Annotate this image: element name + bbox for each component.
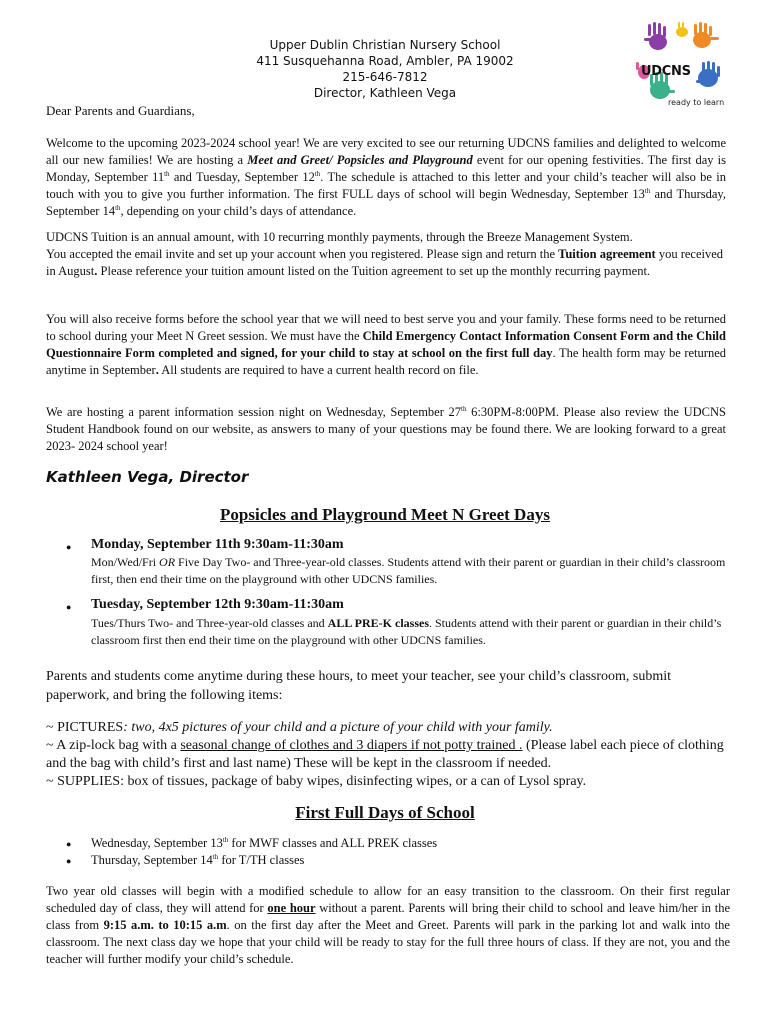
yellow-hand [676,22,688,37]
tuition-paragraph: UDCNS Tuition is an annual amount, with 10 recurring monthly payments, through the Breeze Management System. You accepted the email invite and set up your account when you registered. Please sign and return the Tuition agreement you received in August. Please reference your tuition amount listed on the Tuition agreement to set up the monthly recurring payment. [46,230,724,278]
section-title-meet-greet: Popsicles and Playground Meet N Greet Days [220,505,550,524]
items-intro: Parents and students come anytime during these hours, to meet your teacher, see your child’s classroom, submit paperwork, and bring the following items: [46,669,672,703]
section-title-first-full-days: First Full Days of School [295,803,475,822]
orange-hand [693,22,719,48]
logo-tagline: ready to learn [668,98,725,107]
logo-text: UDCNS [641,64,691,79]
welcome-paragraph: Welcome to the upcoming 2023-2024 school year! We are very excited to see our returning UDCNS families and delighted to welcome all our new families! We are hosting a Meet and Greet/ Popsicles and Playground event for our opening festivities. The first day is Monday, September 11th and Tuesday, September 12th. The schedule is attached to this letter and your child’s teacher will also be in touch with you to give you further information. The first FULL days of school will begin Wednesday, September 13th and Thursday, September 14th, depending on your child’s days of attendance. [46,136,726,218]
monday-description: Mon/Wed/Fri OR Five Day Two- and Three-year-old classes. Students attend with their parent or guardian in their child’s classroom first, then end their time on the playground with other UDCNS families. [91,555,726,586]
bullet: ● [66,602,72,612]
signature: Kathleen Vega, Director [46,468,249,486]
school-phone: 215-646-7812 [342,70,428,84]
bullet: ● [66,542,72,552]
items-list: ~ PICTURES: two, 4x5 pictures of your child and a picture of your child with your family. ~ A zip-lock bag with a seasonal change of clothes and 3 diapers if not potty trained . (Please label each piece of clothing and the bag with child’s first and last name) These will be kept in the classroom if needed. ~ SUPPLIES: box of tissues, package of baby wipes, disinfecting wipes, or a can of Lysol spray. [46,720,724,789]
thursday-line: Thursday, September 14th for T/TH classes [91,852,305,867]
tuesday-description: Tues/Thurs Two- and Three-year-old classes and ALL PRE-K classes. Students attend with their parent or guardian in their child’s classroom first then end their time on the playground with other UDCNS families. [91,616,722,647]
tuesday-title: Tuesday, September 12th 9:30am-11:30am [91,597,344,612]
two-year-old-paragraph: Two year old classes will begin with a modified schedule to allow for an easy transition to the classroom. On their first regular scheduled day of class, they will attend for one hour without a parent. Parents will bring their child to school and leave him/her in the class from 9:15 a.m. to 10:15 a.m. on the first day after the Meet and Greet. Parents will park in the parking lot and walk into the classroom. The next class day we hope that your child will be ready to stay for the full three hours of class. If they are not, you and the teacher will further modify your child’s schedule. [46,884,731,966]
bullet: ● [66,856,72,866]
info-session-paragraph: We are hosting a parent information session night on Wednesday, September 27th 6:30PM-8:00PM. Please also review the UDCNS Student Handbook found on our website, as answers to many of your questions may be found there. We are looking forward to a great 2023- 2024 school year! [46,404,726,453]
forms-paragraph: You will also receive forms before the school year that we will need to best serve you and your family. These forms need to be returned to school during your Meet N Greet session. We must have the Child Emergency Contact Information Consent Form and the Child Questionnaire Form completed and signed, for your child to stay at school on the first full day. The health form may be returned anytime in September. All students are required to have a current health record on file. [46,312,726,377]
bullet: ● [66,839,72,849]
school-address: 411 Susquehanna Road, Ambler, PA 19002 [256,54,514,68]
blue-hand [696,61,720,87]
school-name: Upper Dublin Christian Nursery School [269,38,501,52]
wednesday-line: Wednesday, September 13th for MWF classes and ALL PREK classes [91,835,438,850]
purple-hand [644,22,667,50]
monday-title: Monday, September 11th 9:30am-11:30am [91,537,344,552]
salutation: Dear Parents and Guardians, [46,103,195,118]
director-line: Director, Kathleen Vega [313,86,457,100]
